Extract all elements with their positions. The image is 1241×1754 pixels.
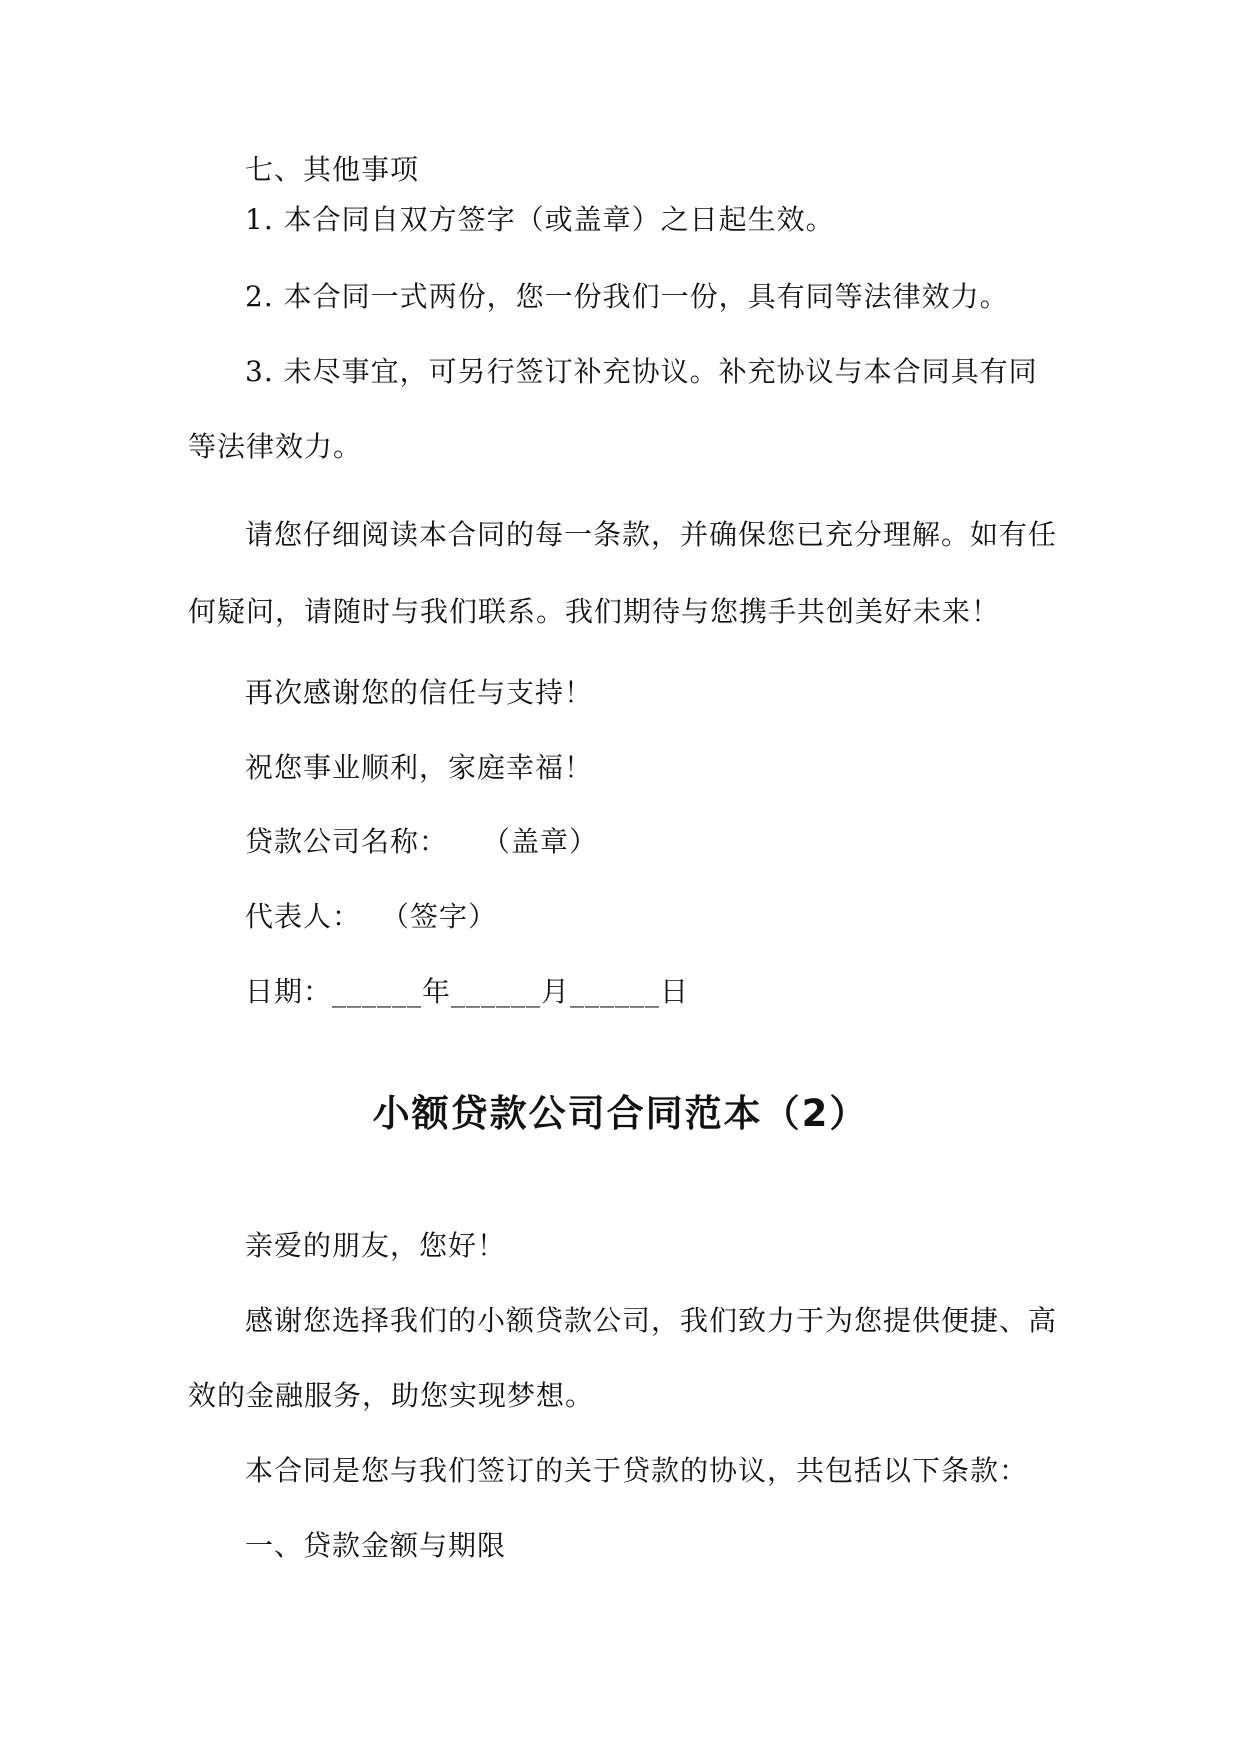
section-heading-loan-amount: 一、贷款金额与期限: [245, 1529, 507, 1562]
date-line: 日期：______年______月______日: [245, 975, 690, 1008]
closing-paragraph-line1: 请您仔细阅读本合同的每一条款，并确保您已充分理解。如有任: [245, 518, 1058, 551]
contract-summary-line: 本合同是您与我们签订的关于贷款的协议，共包括以下条款：: [245, 1454, 1029, 1487]
greeting-line: 亲爱的朋友，您好！: [245, 1229, 507, 1262]
representative-label: 代表人：: [245, 900, 362, 933]
seal-note: （盖章）: [482, 825, 599, 858]
intro-paragraph-line1: 感谢您选择我们的小额贷款公司，我们致力于为您提供便捷、高: [245, 1304, 1058, 1337]
clause-two-copies: 2. 本合同一式两份，您一份我们一份，具有同等法律效力。: [245, 280, 1009, 313]
contract-title: 小额贷款公司合同范本（2）: [372, 1092, 869, 1135]
clause-supplementary-line1: 3. 未尽事宜，可另行签订补充协议。补充协议与本合同具有同: [245, 355, 1038, 388]
signature-note: （签字）: [381, 900, 498, 933]
wishes-line: 祝您事业顺利，家庭幸福！: [245, 751, 594, 784]
company-name-label: 贷款公司名称：: [245, 825, 449, 858]
intro-paragraph-line2: 效的金融服务，助您实现梦想。: [188, 1379, 595, 1412]
thanks-line: 再次感谢您的信任与支持！: [245, 676, 594, 709]
clause-effective-date: 1. 本合同自双方签字（或盖章）之日起生效。: [245, 203, 835, 236]
section-heading-other-matters: 七、其他事项: [245, 153, 420, 186]
representative-line: [245, 897, 497, 937]
clause-supplementary-line2: 等法律效力。: [188, 430, 363, 463]
closing-paragraph-line2: 何疑问，请随时与我们联系。我们期待与您携手共创美好未来！: [188, 595, 1001, 628]
company-name-line: [245, 822, 598, 862]
